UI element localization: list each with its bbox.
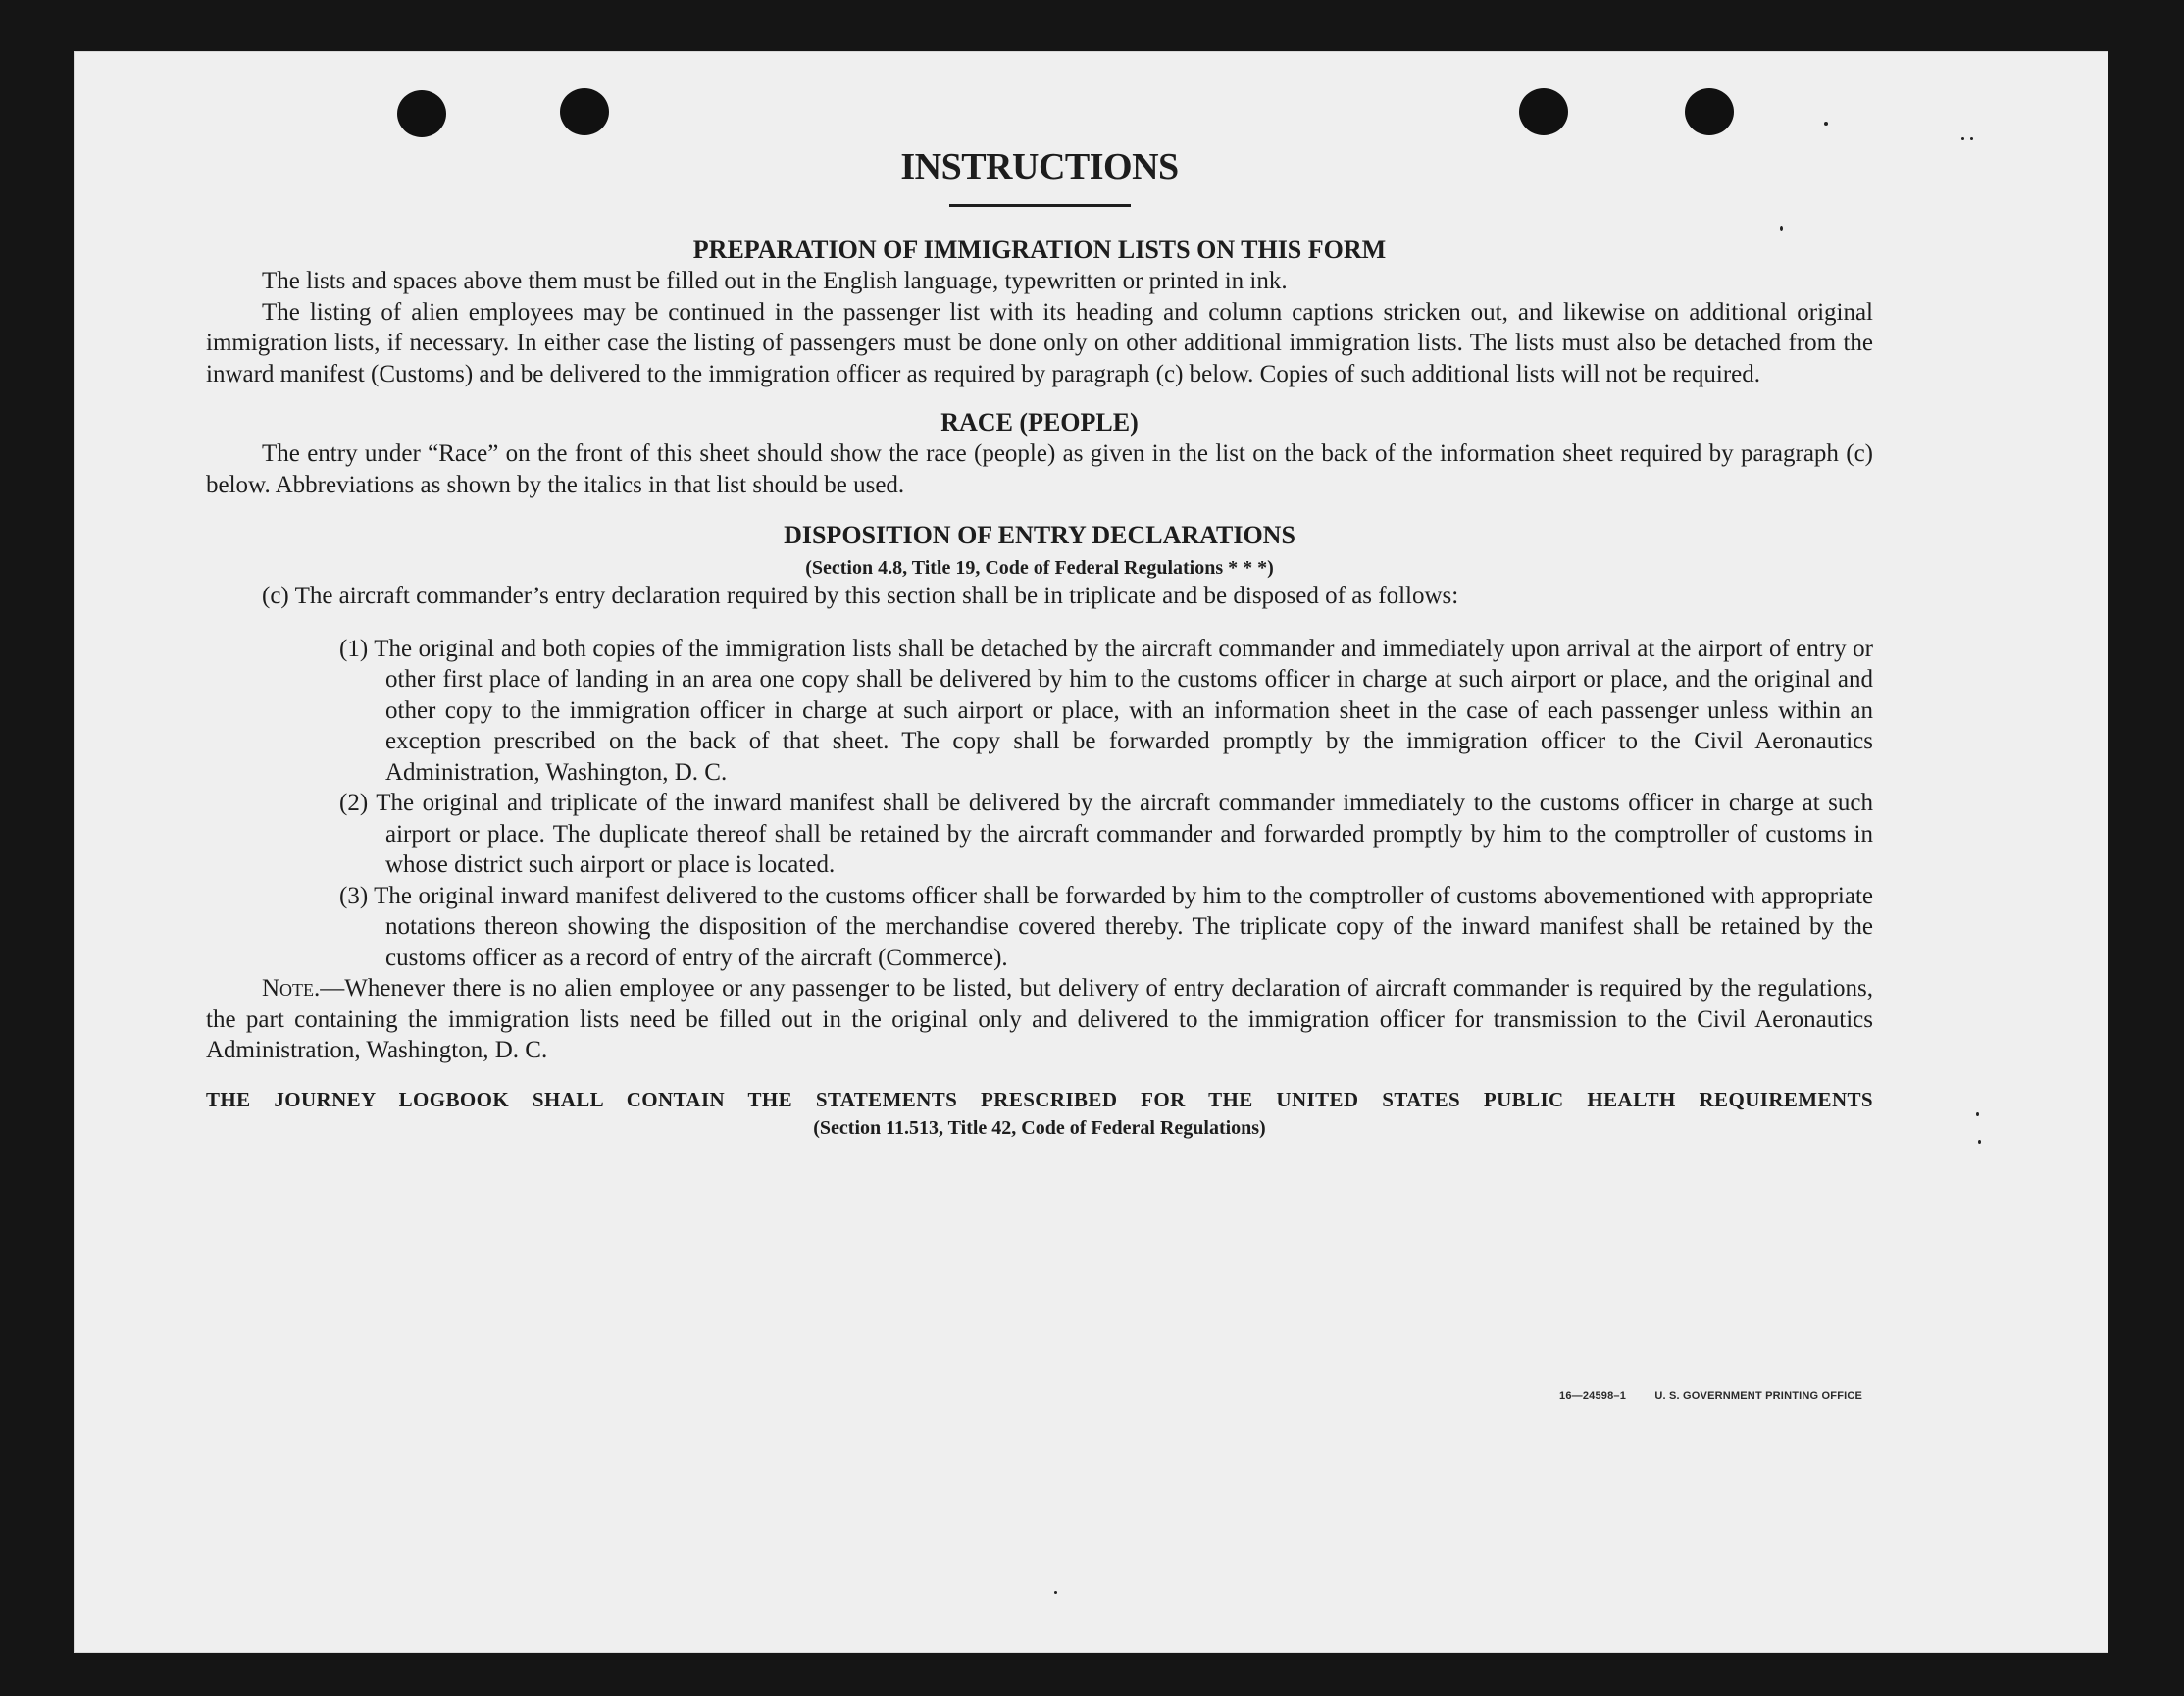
intro-text: The aircraft commander’s entry declaration required by this section shall be in triplicate and be disposed of as follows:	[294, 583, 1459, 609]
dust-speck	[1824, 122, 1828, 126]
form-number: 16—24598–1	[1559, 1390, 1627, 1402]
note-paragraph	[206, 973, 1873, 1066]
dust-speck	[1961, 137, 1964, 140]
disposition-item-3	[206, 881, 1873, 974]
journey-logbook-citation: (Section 11.513, Title 42, Code of Federal Regulations)	[813, 1116, 1266, 1139]
item-text: The original and triplicate of the inward manifest shall be delivered by the aircraft commander immediately to the customs officer in charge at such airport or place. The duplicate thereof shall be retained by the aircraft commander and forwarded promptly by him to the comptroller of customs in whose district such airport or place is located.	[376, 790, 1873, 878]
dust-speck	[1970, 137, 1973, 140]
page-title: INSTRUCTIONS	[900, 146, 1179, 187]
dust-speck	[1978, 1140, 1981, 1144]
disposition-citation: (Section 4.8, Title 19, Code of Federal Regulations * * *)	[805, 557, 1274, 579]
dust-speck	[1976, 1112, 1979, 1116]
punch-hole-1	[397, 90, 446, 137]
item-marker: (3)	[339, 882, 369, 909]
dust-speck	[1054, 1591, 1057, 1594]
journey-logbook-statement: THE JOURNEY LOGBOOK SHALL CONTAIN THE STATEMENTS PRESCRIBED FOR THE UNITED STATES PUBLIC HEALTH REQUIREMENTS	[206, 1087, 1873, 1111]
printer-imprint	[1559, 1390, 1862, 1402]
item-marker: (1)	[339, 635, 369, 662]
punch-hole-3	[1519, 88, 1568, 135]
punch-hole-4	[1685, 88, 1734, 135]
disposition-item-2	[206, 788, 1873, 881]
disposition-item-1	[206, 634, 1873, 789]
title-underline	[949, 204, 1131, 207]
note-label: Note.	[262, 975, 321, 1002]
intro-marker: (c)	[262, 583, 289, 609]
note-text: —Whenever there is no alien employee or any passenger to be listed, but delivery of entry declaration of aircraft commander is required by the regulations, the part containing the immigration lists need be filled out in the original only and delivered to the immigration officer for transmission to the Civil Aeronautics Administration, Washington, D. C.	[206, 975, 1873, 1063]
item-text: The original inward manifest delivered to the customs officer shall be forwarded by him to the comptroller of customs abovementioned with appropriate notations thereon showing the disposition of the merchandise covered thereby. The triplicate copy of the inward manifest shall be retained by the customs officer as a record of entry of the aircraft (Commerce).	[374, 882, 1873, 971]
punch-hole-2	[560, 88, 609, 135]
item-marker: (2)	[339, 790, 369, 816]
instructions-document	[206, 142, 1873, 1141]
disposition-heading: DISPOSITION OF ENTRY DECLARATIONS	[784, 521, 1295, 549]
printer-name: U. S. GOVERNMENT PRINTING OFFICE	[1654, 1390, 1863, 1402]
race-paragraph: The entry under “Race” on the front of this sheet should show the race (people) as given in the list on the back of the information sheet required by paragraph (c) below. Abbreviations as shown by the italics in that list should be used.	[206, 440, 1873, 498]
race-heading: RACE (PEOPLE)	[940, 408, 1139, 437]
disposition-intro	[206, 581, 1873, 612]
preparation-heading: PREPARATION OF IMMIGRATION LISTS ON THIS FORM	[692, 235, 1387, 264]
preparation-paragraph-1: The lists and spaces above them must be filled out in the English language, typewritten or printed in ink.	[262, 268, 1288, 294]
item-text: The original and both copies of the immigration lists shall be detached by the aircraft commander and immediately upon arrival at the airport of entry or other first place of landing in an area one copy shall be delivered by him to the customs officer in charge at such airport or place, and the original and other copy to the immigration officer in charge at such airport or place, with an information sheet in the case of each passenger unless within an exception prescribed on the back of that sheet. The copy shall be forwarded promptly by the immigration officer to the Civil Aeronautics Administration, Washington, D. C.	[374, 635, 1873, 786]
preparation-paragraph-2: The listing of alien employees may be continued in the passenger list with its heading and column captions stricken out, and likewise on additional original immigration lists, if necessary. In either case the listing of passengers must be done only on other additional immigration lists. The lists must also be detached from the inward manifest (Customs) and be delivered to the immigration officer as required by paragraph (c) below. Copies of such additional lists will not be required.	[206, 298, 1873, 387]
